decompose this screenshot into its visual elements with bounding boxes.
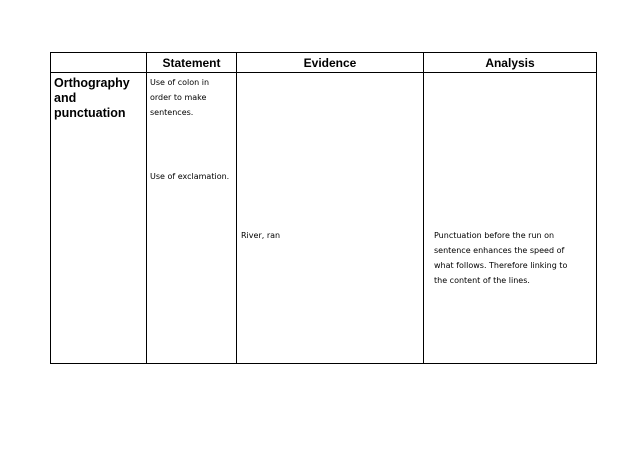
statement-exclamation: Use of exclamation. xyxy=(150,172,230,181)
analysis-text: Punctuation before the run on sentence enhances the speed of what follows. Therefore linking to the content of the lines. xyxy=(434,231,568,285)
header-statement: Statement xyxy=(147,53,237,73)
row-heading xyxy=(51,73,147,364)
evidence-cell xyxy=(237,73,424,364)
header-analysis: Analysis xyxy=(424,53,597,73)
header-evidence: Evidence xyxy=(237,53,424,73)
row-heading-text: Orthography and punctuation xyxy=(54,76,130,120)
table-header-row xyxy=(51,53,597,73)
analysis-cell xyxy=(424,73,597,364)
statement-cell xyxy=(147,73,237,364)
statement-colon: Use of colon in order to make sentences. xyxy=(150,78,210,117)
table-row xyxy=(51,73,597,364)
header-blank xyxy=(51,53,147,73)
analysis-table xyxy=(50,52,597,364)
evidence-text: River, ran xyxy=(241,231,281,240)
